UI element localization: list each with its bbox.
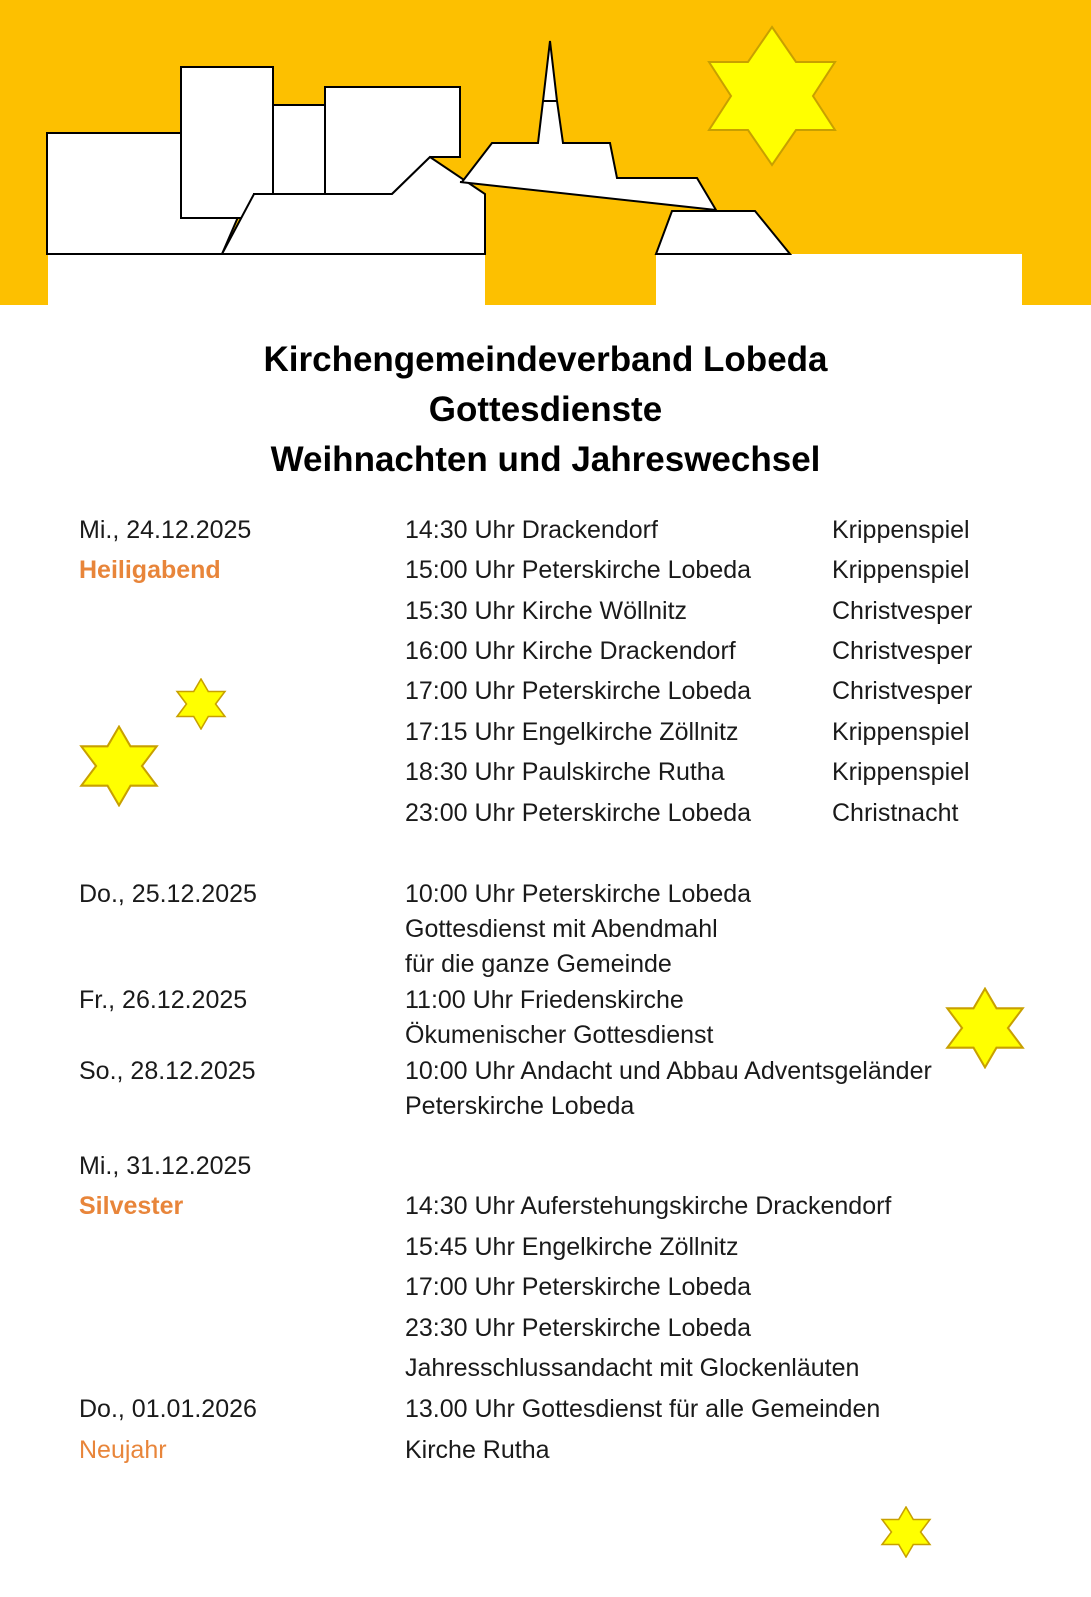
service-type: Krippenspiel xyxy=(832,718,970,746)
service-time-location: 17:15 Uhr Engelkirche Zöllnitz xyxy=(405,718,739,746)
service-line: 23:30 Uhr Peterskirche Lobeda xyxy=(405,1314,752,1342)
date-01-01: Do., 01.01.2026 xyxy=(79,1395,257,1423)
skyline-banner xyxy=(0,0,1091,305)
label-heiligabend: Heiligabend xyxy=(79,556,221,584)
service-line: 10:00 Uhr Andacht und Abbau Adventsgeländer xyxy=(405,1057,932,1085)
service-type: Krippenspiel xyxy=(832,758,970,786)
service-time-location: 18:30 Uhr Paulskirche Rutha xyxy=(405,758,725,786)
star-icon xyxy=(944,987,1026,1069)
service-time-location: 15:00 Uhr Peterskirche Lobeda xyxy=(405,556,752,584)
service-line: 15:45 Uhr Engelkirche Zöllnitz xyxy=(405,1233,739,1261)
service-type: Krippenspiel xyxy=(832,516,970,544)
service-type: Christvesper xyxy=(832,637,973,665)
service-line: 17:00 Uhr Peterskirche Lobeda xyxy=(405,1273,752,1301)
service-line: Ökumenischer Gottesdienst xyxy=(405,1021,714,1049)
service-time-location: 14:30 Uhr Drackendorf xyxy=(405,516,658,544)
title-organisation: Kirchengemeindeverband Lobeda xyxy=(263,340,828,379)
title-services: Gottesdienste xyxy=(428,390,663,429)
title-season: Weihnachten und Jahreswechsel xyxy=(270,440,821,479)
label-silvester: Silvester xyxy=(79,1192,184,1220)
service-line: Kirche Rutha xyxy=(405,1436,550,1464)
service-time-location: 17:00 Uhr Peterskirche Lobeda xyxy=(405,677,752,705)
service-type: Christvesper xyxy=(832,677,973,705)
service-time-location: 15:30 Uhr Kirche Wöllnitz xyxy=(405,597,688,625)
service-line: Jahresschlussandacht mit Glockenläuten xyxy=(405,1354,860,1382)
service-type: Christnacht xyxy=(832,799,959,827)
service-line: Peterskirche Lobeda xyxy=(405,1092,635,1120)
date-31-12: Mi., 31.12.2025 xyxy=(79,1152,252,1180)
service-line: 13.00 Uhr Gottesdienst für alle Gemeinden xyxy=(405,1395,881,1423)
date-24-12: Mi., 24.12.2025 xyxy=(79,516,252,544)
star-icon xyxy=(78,725,160,807)
star-icon xyxy=(880,1506,932,1558)
service-line: 10:00 Uhr Peterskirche Lobeda xyxy=(405,880,752,908)
service-type: Krippenspiel xyxy=(832,556,970,584)
date-26-12: Fr., 26.12.2025 xyxy=(79,986,248,1014)
service-line: 11:00 Uhr Friedenskirche xyxy=(405,986,684,1014)
service-time-location: 16:00 Uhr Kirche Drackendorf xyxy=(405,637,736,665)
date-25-12: Do., 25.12.2025 xyxy=(79,880,257,908)
star-icon xyxy=(175,678,227,730)
date-28-12: So., 28.12.2025 xyxy=(79,1057,256,1085)
label-neujahr: Neujahr xyxy=(79,1436,167,1464)
service-type: Christvesper xyxy=(832,597,973,625)
service-line: Gottesdienst mit Abendmahl xyxy=(405,915,718,943)
service-line: 14:30 Uhr Auferstehungskirche Drackendorf xyxy=(405,1192,892,1220)
service-line: für die ganze Gemeinde xyxy=(405,950,672,978)
service-time-location: 23:00 Uhr Peterskirche Lobeda xyxy=(405,799,752,827)
